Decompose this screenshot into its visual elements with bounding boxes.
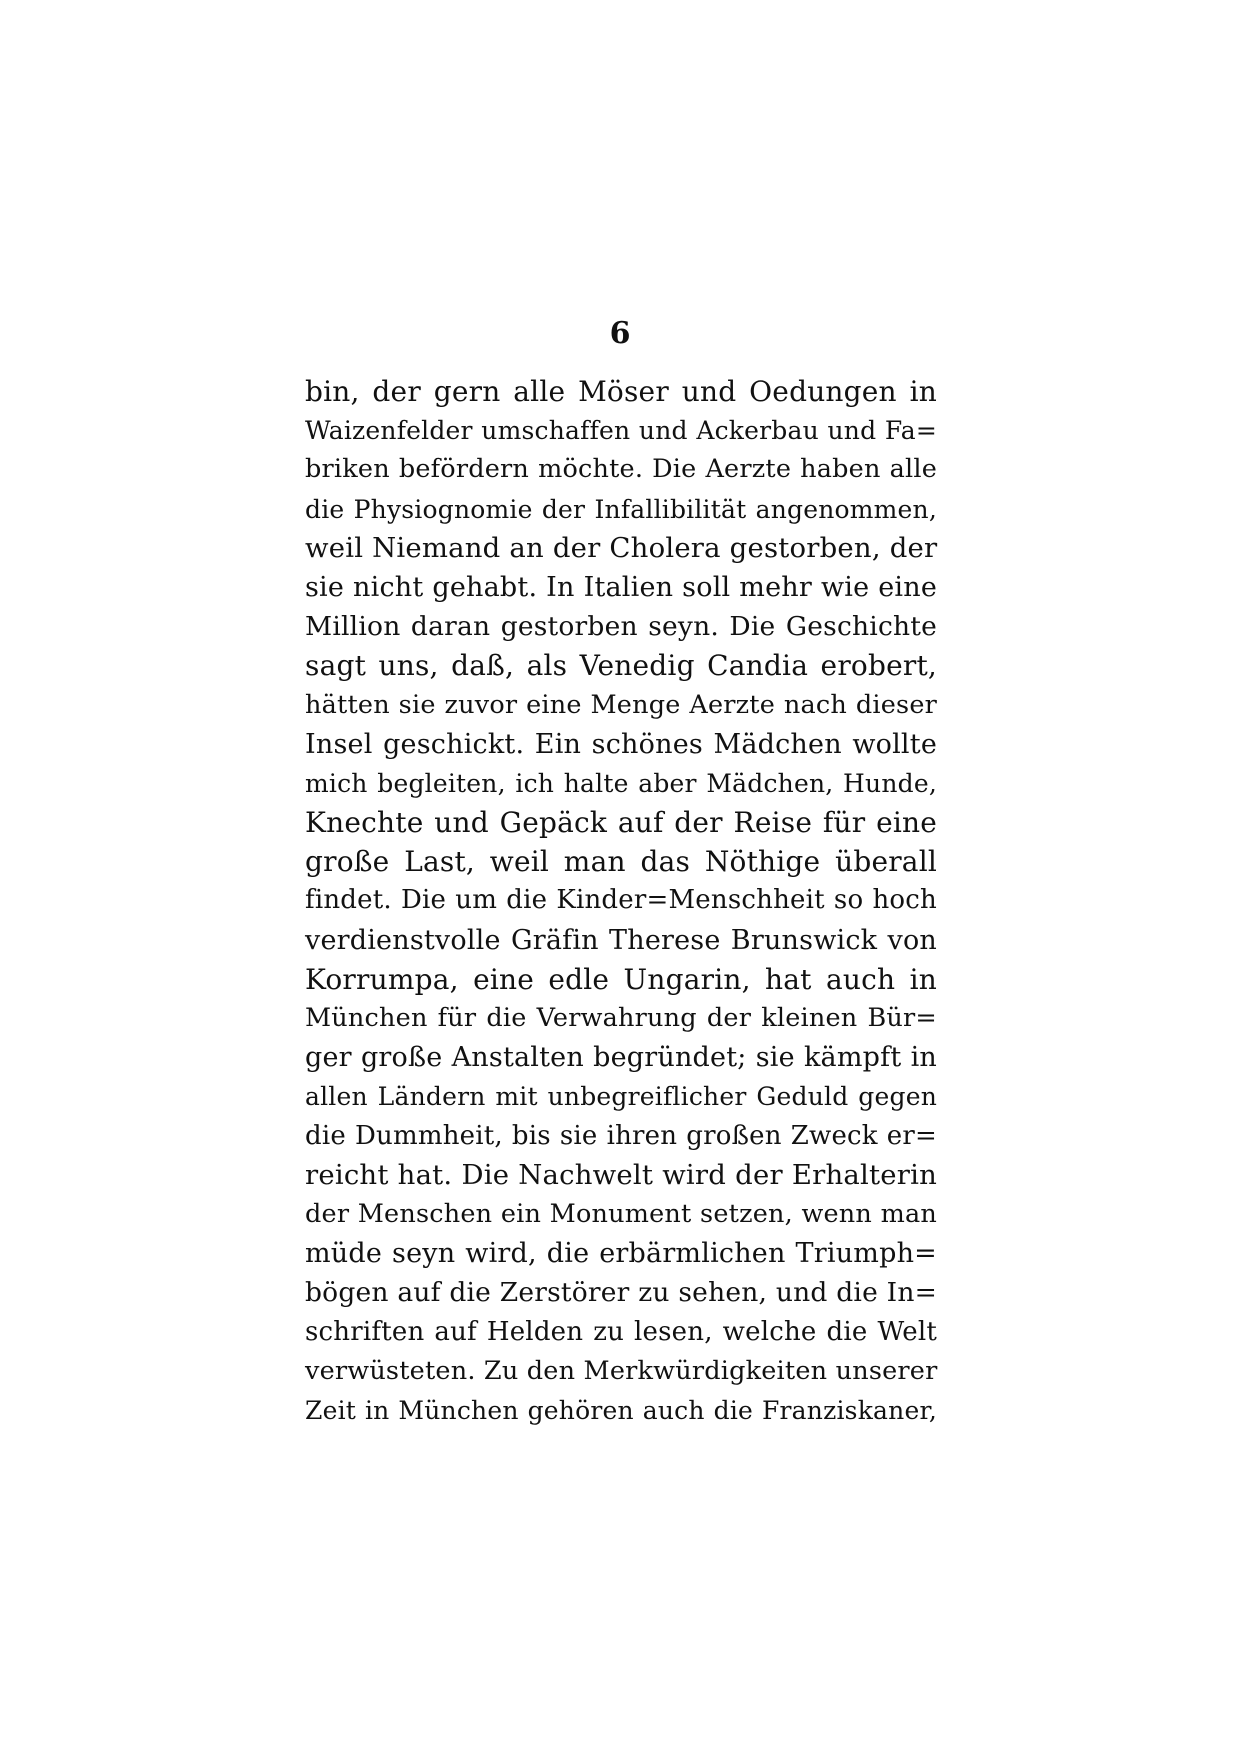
text-line: Insel geschickt. Ein schönes Mädchen wollte bbox=[305, 728, 937, 760]
text-line: mich begleiten, ich halte aber Mädchen, Hunde, bbox=[305, 768, 937, 798]
text-line: der Menschen ein Monument setzen, wenn man bbox=[305, 1198, 937, 1229]
text-line: München für die Verwahrung der kleinen Bür= bbox=[305, 1003, 937, 1033]
text-line: die Physiognomie der Infallibilität angenommen, bbox=[305, 494, 937, 524]
text-line: sagt uns, daß, als Venedig Candia erobert, bbox=[305, 649, 937, 683]
text-line: bin, der gern alle Möser und Oedungen in bbox=[305, 375, 937, 408]
text-line: Million daran gestorben seyn. Die Geschichte bbox=[305, 611, 937, 643]
text-line: ger große Anstalten begründet; sie kämpft in bbox=[305, 1042, 937, 1074]
text-line: verdienstvolle Gräfin Therese Brunswick von bbox=[305, 924, 937, 956]
text-line: briken befördern möchte. Die Aerzte haben alle bbox=[305, 454, 937, 485]
text-line: hätten sie zuvor eine Menge Aerzte nach dieser bbox=[305, 689, 937, 720]
text-line: bögen auf die Zerstörer zu sehen, und die In= bbox=[305, 1277, 937, 1309]
text-line: Korrumpa, eine edle Ungarin, hat auch in bbox=[305, 962, 937, 996]
text-line: müde seyn wird, die erbärmlichen Triumph= bbox=[305, 1238, 937, 1270]
text-line: große Last, weil man das Nöthige überall bbox=[305, 845, 937, 879]
text-line: verwüsteten. Zu den Merkwürdigkeiten unserer bbox=[305, 1355, 938, 1386]
text-line: Waizenfelder umschaffen und Ackerbau und Fa= bbox=[305, 416, 937, 446]
text-line: Zeit in München gehören auch die Franziskaner, bbox=[305, 1395, 937, 1425]
text-line: allen Ländern mit unbegreiflicher Geduld gegen bbox=[305, 1082, 937, 1112]
text-line: weil Niemand an der Cholera gestorben, der bbox=[305, 531, 938, 564]
text-line: findet. Die um die Kinder=Menschheit so hoch bbox=[305, 885, 937, 916]
text-line: sie nicht gehabt. In Italien soll mehr wie eine bbox=[305, 571, 937, 603]
text-line: Knechte und Gepäck auf der Reise für eine bbox=[305, 806, 937, 840]
page-number: 6 bbox=[609, 316, 631, 351]
text-line: schriften auf Helden zu lesen, welche die Welt bbox=[305, 1316, 937, 1347]
body-text bbox=[305, 372, 937, 1430]
text-line: die Dummheit, bis sie ihren großen Zweck er= bbox=[305, 1120, 937, 1151]
text-line: reicht hat. Die Nachwelt wird der Erhalterin bbox=[305, 1158, 937, 1191]
